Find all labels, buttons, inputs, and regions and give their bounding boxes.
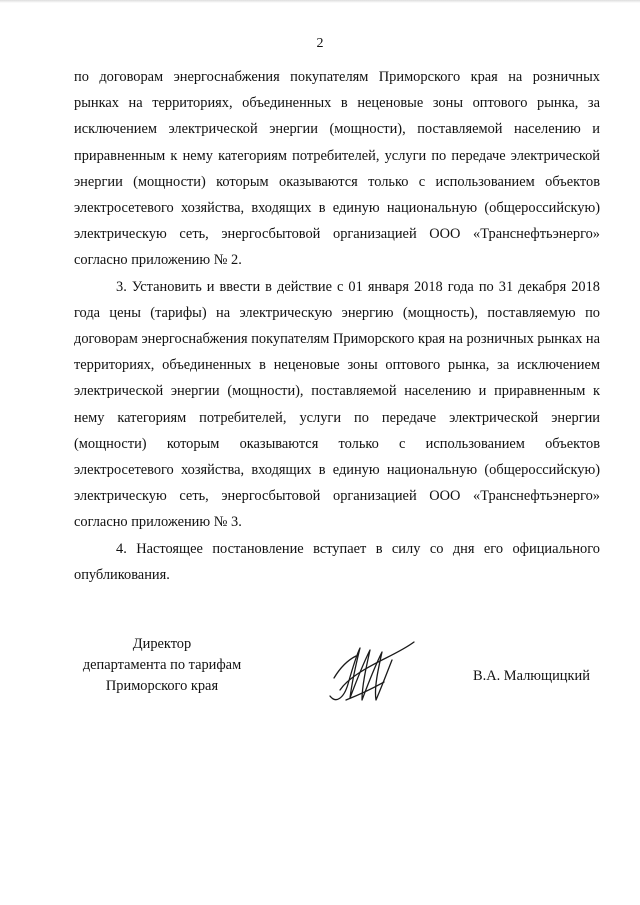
handwritten-signature-icon <box>326 638 418 708</box>
signatory-title-line: департамента по тарифам <box>82 657 242 673</box>
signatory-title-line: Директор <box>132 636 192 652</box>
paragraph-3: 3. Установить и ввести в действие с 01 января 2018 года по 31 декабря 2018 года цены (тарифы) на электрическую энергию (мощность), поставляемую по договорам энергоснабжения покупателям Приморского края на розничных рынках на территориях, объединенных в неценовые зоны оптового рынка, за исключением электрической энергии (мощности), поставляемой населению и приравненным к нему категориям потребителей, услуги по передаче электрической энергии (мощности) которым оказываются только с использованием объектов электросетевого хозяйства, входящих в единую национальную (общероссийскую) электрическую сеть, энергосбытовой организацией ООО «Транснефтьэнерго» согласно приложению № 3. <box>74 278 600 531</box>
page-number: 2 <box>316 36 324 51</box>
signatory-title-line: Приморского края <box>105 678 219 694</box>
document-body <box>74 64 600 588</box>
signature-block <box>0 634 640 714</box>
signatory-title <box>72 634 252 697</box>
signatory-name: В.А. Малющицкий <box>473 668 590 684</box>
scan-edge <box>0 0 640 3</box>
paragraph-4: 4. Настоящее постановление вступает в силу со дня его официального опубликования. <box>74 540 600 583</box>
paragraph-continuation: по договорам энергоснабжения покупателям Приморского края на розничных рынках на территориях, объединенных в неценовые зоны оптового рынка, за исключением электрической энергии (мощности), поставляемой населению и приравненным к нему категориям потребителей, услуги по передаче электрической энергии (мощности) которым оказываются только с использованием объектов электросетевого хозяйства, входящих в единую национальную (общероссийскую) электрическую сеть, энергосбытовой организацией ООО «Транснефтьэнерго» согласно приложению № 2. <box>74 69 600 269</box>
